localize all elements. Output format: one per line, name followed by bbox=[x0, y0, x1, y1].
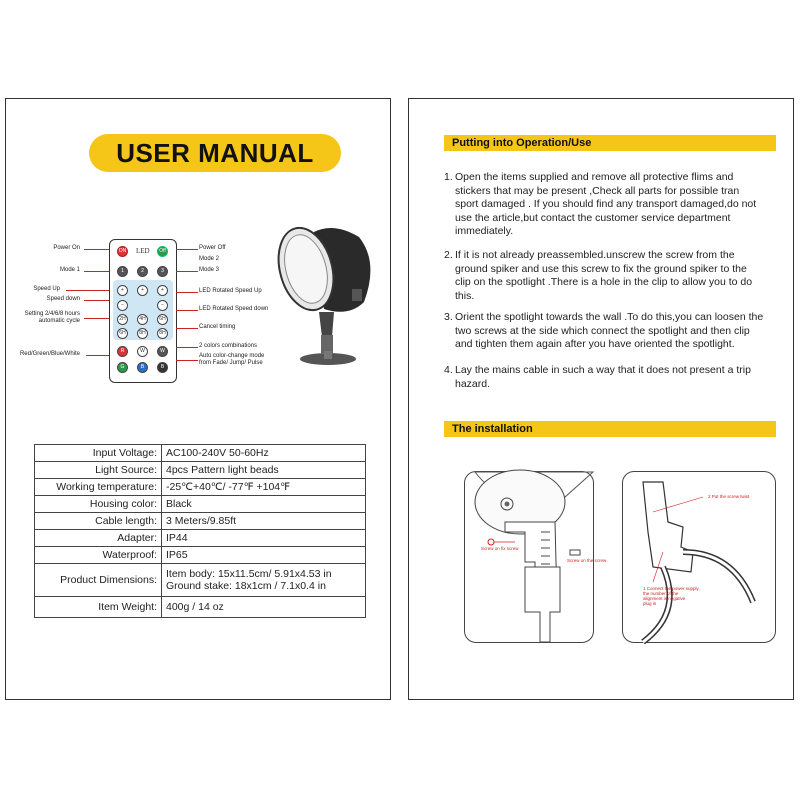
manual-title: USER MANUAL bbox=[89, 134, 341, 172]
remote-mode3-button: 3 bbox=[157, 266, 168, 277]
table-row bbox=[35, 597, 366, 618]
remote-led-text: LED bbox=[136, 247, 150, 255]
remote-timer-button: 8H bbox=[157, 328, 168, 339]
label-fade-jump: from Fade/ Jump/ Pulse bbox=[199, 360, 263, 366]
remote-auto-button: B bbox=[157, 362, 168, 373]
remote-speed-up-button: + bbox=[117, 285, 128, 296]
spec-label: Cable length: bbox=[35, 513, 162, 530]
connect-label-2: the number of the bbox=[643, 591, 679, 596]
remote-control-illustration bbox=[109, 239, 177, 383]
connector-line bbox=[176, 310, 198, 311]
connector-line bbox=[84, 271, 109, 272]
step-2 bbox=[444, 249, 764, 303]
label-power-on: Power On bbox=[53, 245, 80, 251]
put-screw-label: 2 Put the screw twist bbox=[708, 494, 750, 499]
label-led-speed-down: LED Rotated Speed down bbox=[199, 306, 269, 312]
label-auto-color: Auto color-change mode bbox=[199, 353, 265, 359]
cable-connector-drawing bbox=[623, 472, 775, 642]
label-speed-up: Speed Up bbox=[33, 286, 60, 292]
step-1 bbox=[444, 171, 764, 239]
spec-value: IP65 bbox=[162, 547, 366, 564]
screw-fix-label: Screw on fix screw bbox=[481, 546, 519, 551]
remote-mode2-button: 2 bbox=[137, 266, 148, 277]
connect-label-4: plug in bbox=[643, 601, 657, 606]
install-diagram-2 bbox=[622, 471, 776, 643]
label-mode-1: Mode 1 bbox=[59, 267, 80, 273]
step-number: 4. bbox=[444, 364, 453, 376]
connector-line bbox=[84, 249, 109, 250]
spec-label: Working temperature: bbox=[35, 479, 162, 496]
spec-value bbox=[162, 564, 366, 597]
step-text: Open the items supplied and remove all protective flims and stickers that may be present ,Check all parts for possible tran sport damaged . If you should find any transport damaged,do not use the article,but contact the customer service department immediately. bbox=[455, 171, 757, 237]
spec-label: Housing color: bbox=[35, 496, 162, 513]
spotlight-illustration bbox=[274, 217, 384, 377]
spec-value: IP44 bbox=[162, 530, 366, 547]
connector-line bbox=[176, 347, 198, 348]
spec-label: Product Dimensions: bbox=[35, 564, 162, 597]
spec-value-line1: Item body: 15x11.5cm/ 5.91x4.53 in bbox=[166, 568, 332, 580]
table-row bbox=[35, 513, 366, 530]
label-led-speed-up: LED Rotated Speed Up bbox=[199, 288, 262, 294]
step-3 bbox=[444, 311, 764, 352]
remote-8h-button: 8H bbox=[137, 328, 148, 339]
spec-value: 400g / 14 oz bbox=[162, 597, 366, 618]
step-text: Lay the mains cable in such a way that it does not present a trip hazard. bbox=[455, 364, 751, 390]
label-setting-hours: Setting 2/4/6/8 hours bbox=[24, 311, 80, 317]
section-operation-heading: Putting into Operation/Use bbox=[444, 135, 776, 151]
connector-line bbox=[176, 360, 198, 361]
remote-cancel-button: 6H bbox=[157, 314, 168, 325]
remote-off-button: Off bbox=[157, 246, 168, 257]
spotlight-stake-drawing bbox=[465, 472, 593, 642]
table-row bbox=[35, 530, 366, 547]
remote-red-button: R bbox=[117, 346, 128, 357]
connector-line bbox=[66, 290, 109, 291]
left-page bbox=[5, 98, 391, 700]
table-row bbox=[35, 479, 366, 496]
table-row bbox=[35, 445, 366, 462]
connect-label-1: 1 Connect the power supply, bbox=[643, 586, 700, 591]
step-number: 1. bbox=[444, 171, 453, 183]
step-text: Orient the spotlight towards the wall .To do this,you can loosen the two screws at the side which connect the spotlight and then clip and tighten them again after you have oriented the spotlight. bbox=[455, 311, 764, 350]
table-row bbox=[35, 547, 366, 564]
connect-label-3: alignment is negative bbox=[643, 596, 686, 601]
connector-line bbox=[176, 292, 198, 293]
remote-on-button: ON bbox=[117, 246, 128, 257]
specifications-table bbox=[34, 444, 366, 618]
spec-value: 3 Meters/9.85ft bbox=[162, 513, 366, 530]
spec-label: Input Voltage: bbox=[35, 445, 162, 462]
label-colors: Red/Green/Blue/White bbox=[19, 351, 80, 357]
remote-combo-button: W bbox=[157, 346, 168, 357]
spec-value-line2: Ground stake: 18x1cm / 7.1x0.4 in bbox=[166, 580, 326, 592]
screw-stake-label: Screw on the screw bbox=[567, 558, 607, 563]
remote-led-up-button: + bbox=[157, 285, 168, 296]
label-automatic-cycle: automatic cycle bbox=[38, 318, 80, 324]
remote-4h-button: 4H bbox=[137, 314, 148, 325]
remote-mode1-button: 1 bbox=[117, 266, 128, 277]
remote-led-down-button: − bbox=[157, 300, 168, 311]
remote-speed-down-button: − bbox=[117, 300, 128, 311]
right-page bbox=[408, 98, 794, 700]
table-row bbox=[35, 496, 366, 513]
connector-line bbox=[84, 300, 109, 301]
remote-white-button: W bbox=[137, 346, 148, 357]
step-number: 2. bbox=[444, 249, 453, 261]
spec-label: Item Weight: bbox=[35, 597, 162, 618]
remote-2h-button: 2H bbox=[117, 314, 128, 325]
step-4 bbox=[444, 364, 764, 391]
step-text: If it is not already preassembled.unscrew the screw from the ground spiker and use this screw to fix the ground spiker to the clip on the spotlight .There is a hole in the clip to allow you to do this. bbox=[455, 249, 753, 302]
label-mode-2: Mode 2 bbox=[199, 256, 220, 262]
spec-value: AC100-240V 50-60Hz bbox=[162, 445, 366, 462]
connector-line bbox=[176, 249, 198, 250]
spec-label: Waterproof: bbox=[35, 547, 162, 564]
connector-line bbox=[86, 355, 109, 356]
remote-blue-button: B bbox=[137, 362, 148, 373]
step-number: 3. bbox=[444, 311, 453, 323]
label-speed-down: Speed down bbox=[46, 296, 80, 302]
spec-value: Black bbox=[162, 496, 366, 513]
spec-label: Adapter: bbox=[35, 530, 162, 547]
label-2-colors: 2 colors combinations bbox=[199, 343, 258, 349]
install-diagram-1 bbox=[464, 471, 607, 643]
spec-value: -25℃+40℃/ -77℉ +104℉ bbox=[162, 479, 366, 496]
remote-sp-center: + bbox=[137, 285, 148, 296]
remote-green-button: G bbox=[117, 362, 128, 373]
connector-line bbox=[84, 318, 109, 319]
label-mode-3: Mode 3 bbox=[199, 267, 220, 273]
table-row bbox=[35, 564, 366, 597]
remote-6h-button: 6H bbox=[117, 328, 128, 339]
spec-value: 4pcs Pattern light beads bbox=[162, 462, 366, 479]
table-row bbox=[35, 462, 366, 479]
spec-label: Light Source: bbox=[35, 462, 162, 479]
label-cancel-timing: Cancel timing bbox=[199, 324, 236, 330]
connector-line bbox=[176, 328, 198, 329]
section-installation-heading: The installation bbox=[444, 421, 776, 437]
connector-line bbox=[176, 271, 198, 272]
label-power-off: Power Off bbox=[199, 245, 226, 251]
